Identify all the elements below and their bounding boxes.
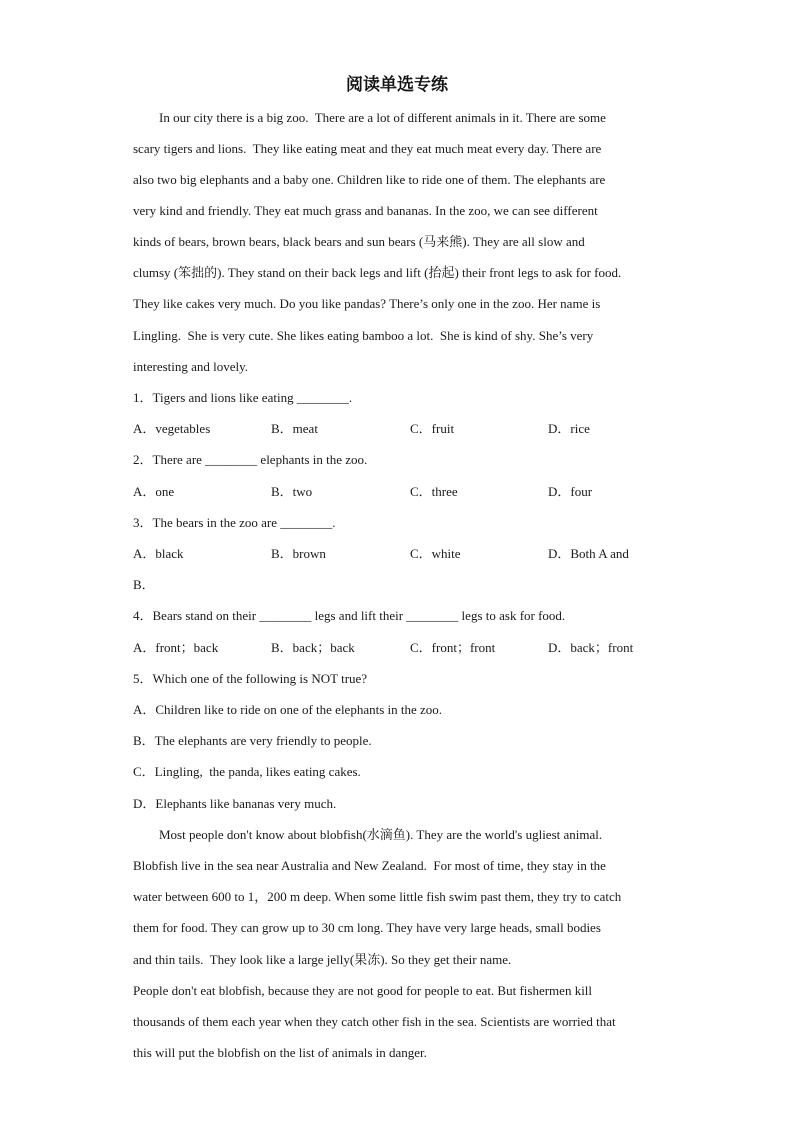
q1-option-d: D．rice (548, 421, 590, 436)
passage-line: water between 600 to 1，200 m deep. When some little fish swim past them, they try to catch (133, 889, 622, 904)
passage-line: thousands of them each year when they catch other fish in the sea. Scientists are worried that (133, 1014, 616, 1029)
passage-line: People don't eat blobfish, because they are not good for people to eat. But fishermen kill (133, 983, 593, 998)
passage-line: interesting and lovely. (133, 359, 249, 374)
q3-option-c: C．white (410, 546, 461, 561)
question-4-stem: 4．Bears stand on their ________ legs and lift their ________ legs to ask for food. (133, 608, 566, 623)
passage-line: clumsy (笨拙的). They stand on their back legs and lift (抬起) their front legs to ask for food. (133, 265, 622, 280)
passage-line: this will put the blobfish on the list of animals in danger. (133, 1045, 427, 1060)
q1-option-b: B．meat (271, 421, 318, 436)
passage-line: very kind and friendly. They eat much grass and bananas. In the zoo, we can see different (133, 203, 598, 218)
q3-option-b: B．brown (271, 546, 326, 561)
q2-option-d: D．four (548, 484, 593, 499)
passage-line: kinds of bears, brown bears, black bears and sun bears (马来熊). They are all slow and (133, 234, 585, 249)
page-title: 阅读单选专练 (346, 75, 448, 95)
q5-option-a: A．Children like to ride on one of the elephants in the zoo. (133, 702, 443, 717)
question-1-stem: 1．Tigers and lions like eating ________. (133, 390, 353, 405)
passage-line: Lingling. She is very cute. She likes eating bamboo a lot. She is kind of shy. She’s very (133, 328, 594, 343)
q4-option-d: D．back；front (548, 640, 634, 655)
q5-option-c: C．Lingling, the panda, likes eating cakes. (133, 764, 361, 779)
question-2-stem: 2．There are ________ elephants in the zoo. (133, 452, 368, 467)
passage-line: Blobfish live in the sea near Australia and New Zealand. For most of time, they stay in the (133, 858, 606, 873)
question-5-stem: 5．Which one of the following is NOT true? (133, 671, 368, 686)
q5-option-d: D．Elephants like bananas very much. (133, 796, 337, 811)
passage-line: scary tigers and lions. They like eating meat and they eat much meat every day. There are (133, 141, 602, 156)
q3-option-a: A．black (133, 546, 184, 561)
passage-line: In our city there is a big zoo. There are a lot of different animals in it. There are some (133, 110, 606, 125)
passage-line: They like cakes very much. Do you like pandas? There’s only one in the zoo. Her name is (133, 296, 601, 311)
q4-option-a: A．front；back (133, 640, 219, 655)
q1-option-a: A．vegetables (133, 421, 211, 436)
q5-option-b: B．The elephants are very friendly to people. (133, 733, 372, 748)
q1-option-c: C．fruit (410, 421, 455, 436)
q2-option-b: B．two (271, 484, 313, 499)
passage-line: and thin tails. They look like a large jelly(果冻). So they get their name. (133, 952, 512, 967)
q3-option-d-continued: B． (133, 577, 155, 592)
passage-line: Most people don't know about blobfish(水滴鱼). They are the world's ugliest animal. (133, 827, 603, 842)
passage-line: them for food. They can grow up to 30 cm long. They have very large heads, small bodies (133, 920, 601, 935)
q3-option-d: D．Both A and (548, 546, 629, 561)
q2-option-c: C．three (410, 484, 458, 499)
passage-line: also two big elephants and a baby one. Children like to ride one of them. The elephants are (133, 172, 606, 187)
q2-option-a: A．one (133, 484, 175, 499)
q4-option-c: C．front；front (410, 640, 496, 655)
q4-option-b: B．back；back (271, 640, 355, 655)
question-3-stem: 3．The bears in the zoo are ________. (133, 515, 336, 530)
